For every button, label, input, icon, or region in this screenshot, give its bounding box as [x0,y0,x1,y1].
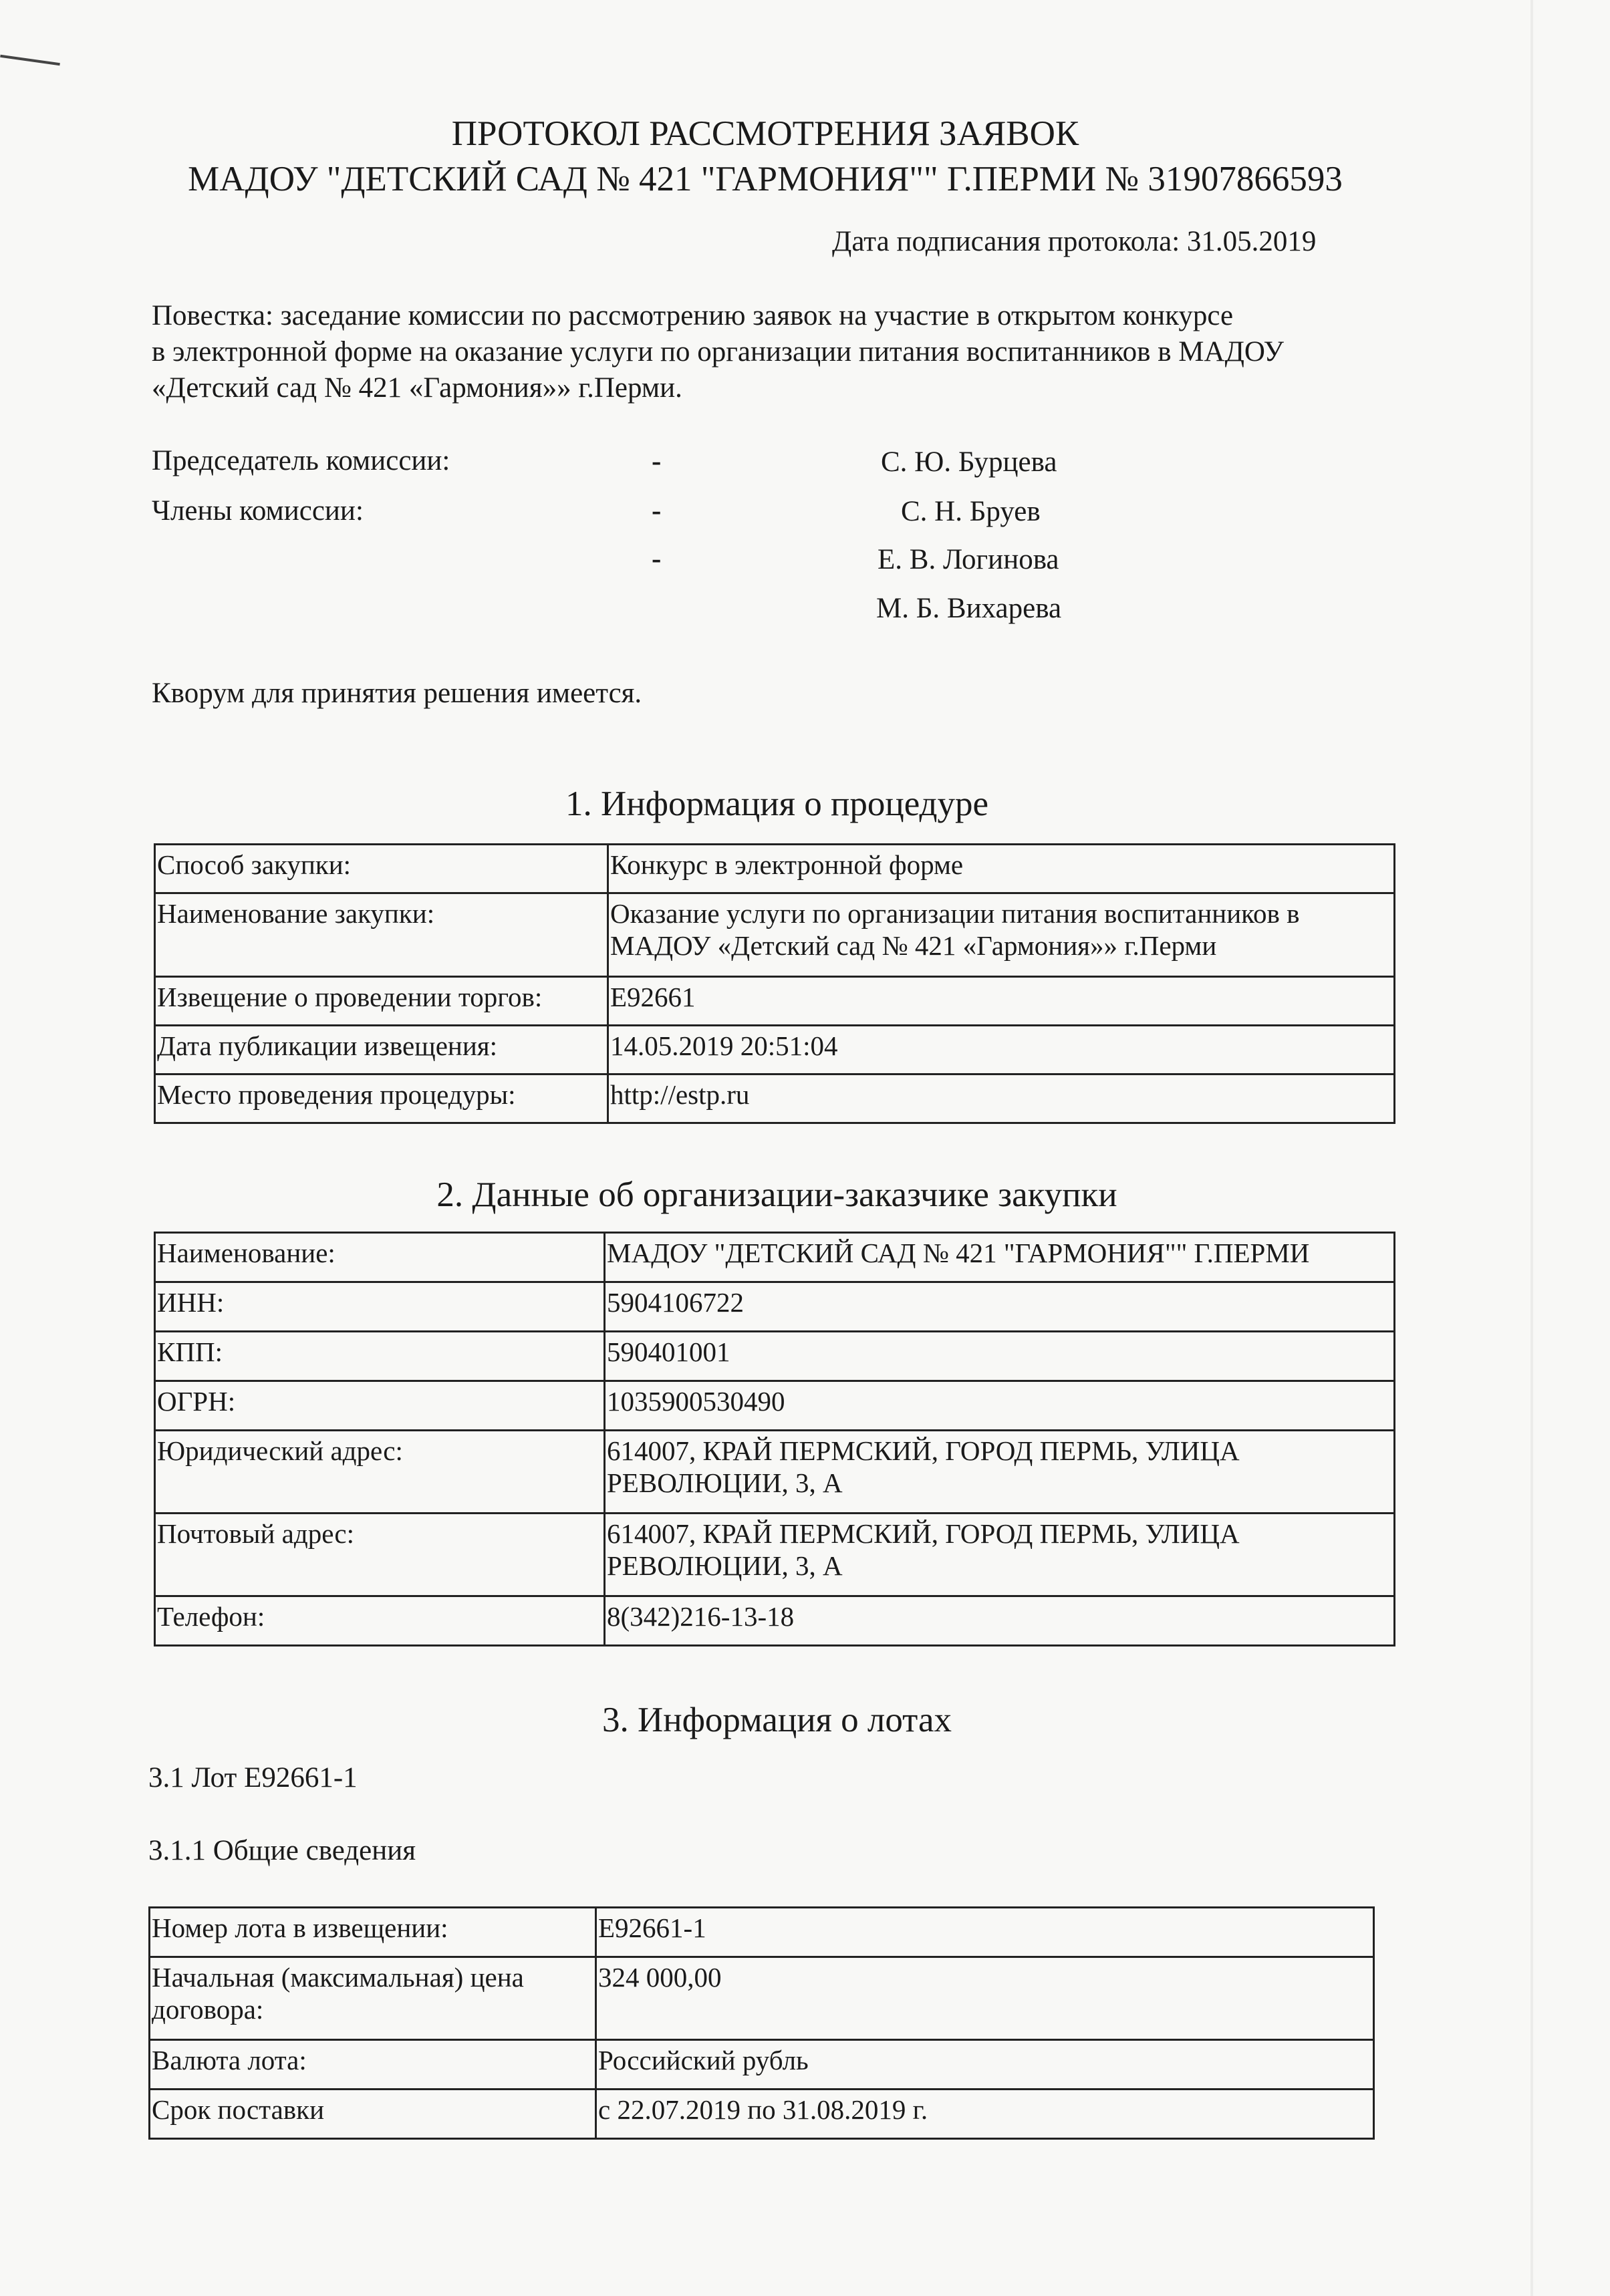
row-label: КПП: [155,1332,605,1381]
table-row [155,1514,1395,1596]
row-label: Номер лота в извещении: [150,1908,596,1957]
document-subtitle: МАДОУ "ДЕТСКИЙ САД № 421 "ГАРМОНИЯ"" Г.ПЕРМИ № 31907866593 [188,160,1343,198]
table-row [155,845,1395,893]
row-value: 1035900530490 [605,1381,1395,1431]
row-value: МАДОУ "ДЕТСКИЙ САД № 421 "ГАРМОНИЯ"" Г.ПЕРМИ [605,1233,1395,1282]
row-label: ОГРН: [155,1381,605,1431]
table-row [155,1074,1395,1123]
section-heading: 1. Информация о процедуре [565,784,989,823]
row-value: 8(342)216-13-18 [605,1596,1395,1646]
member-name: С. Н. Бруев [901,496,1041,527]
signing-date: Дата подписания протокола: 31.05.2019 [832,226,1317,257]
member-name: С. Ю. Бурцева [881,446,1057,478]
row-label: Почтовый адрес: [155,1514,605,1596]
members-label: Члены комиссии: [152,495,364,527]
member-name: М. Б. Вихарева [876,593,1062,624]
procedure-table [154,843,1395,1124]
row-label: Валюта лота: [150,2040,596,2090]
table-row [155,1332,1395,1381]
row-value: Российский рубль [596,2040,1374,2090]
table-row [150,1957,1374,2040]
row-label: Место проведения процедуры: [155,1074,608,1123]
scan-shadow [1530,0,1533,2296]
signature-dash: - [652,495,662,527]
row-value: 5904106722 [605,1282,1395,1332]
signature-dash: - [652,543,662,575]
row-value: 590401001 [605,1332,1395,1381]
row-label: Телефон: [155,1596,605,1646]
row-value: Е92661 [608,977,1395,1026]
table-row [155,1381,1395,1431]
row-value: 324 000,00 [596,1957,1374,2040]
lot-table [148,1906,1375,2140]
agenda-line: Повестка: заседание комиссии по рассмотрению заявок на участие в открытом конкурсе [152,300,1234,331]
lot-title: 3.1 Лот Е92661-1 [148,1762,358,1793]
row-value: с 22.07.2019 по 31.08.2019 г. [596,2090,1374,2139]
row-value: 614007, КРАЙ ПЕРМСКИЙ, ГОРОД ПЕРМЬ, УЛИЦА РЕВОЛЮЦИИ, 3, А [605,1431,1395,1514]
row-label: Начальная (максимальная) цена договора: [150,1957,596,2040]
table-row [150,1908,1374,1957]
row-label: Юридический адрес: [155,1431,605,1514]
row-value: http://estp.ru [608,1074,1395,1123]
row-label: Способ закупки: [155,845,608,893]
row-label: Дата публикации извещения: [155,1026,608,1074]
table-row [155,893,1395,977]
row-value: 614007, КРАЙ ПЕРМСКИЙ, ГОРОД ПЕРМЬ, УЛИЦА РЕВОЛЮЦИИ, 3, А [605,1514,1395,1596]
scan-mark [0,55,60,65]
table-row [155,1233,1395,1282]
row-value: Оказание услуги по организации питания воспитанников в МАДОУ «Детский сад № 421 «Гармония»» г.Перми [608,893,1395,977]
row-label: Наименование: [155,1233,605,1282]
table-row [155,1282,1395,1332]
chair-label: Председатель комиссии: [152,445,450,476]
document-title: ПРОТОКОЛ РАССМОТРЕНИЯ ЗАЯВОК [451,114,1079,153]
agenda-line: в электронной форме на оказание услуги по организации питания воспитанников в МАДОУ [152,336,1284,368]
section-heading: 3. Информация о лотах [601,1701,952,1739]
row-label: ИНН: [155,1282,605,1332]
customer-table [154,1232,1395,1646]
row-value: Е92661-1 [596,1908,1374,1957]
agenda-line: «Детский сад № 421 «Гармония»» г.Перми. [152,372,682,404]
row-label: Извещение о проведении торгов: [155,977,608,1026]
row-label: Наименование закупки: [155,893,608,977]
member-name: Е. В. Логинова [878,544,1059,575]
general-info-title: 3.1.1 Общие сведения [148,1835,416,1866]
table-row [150,2040,1374,2090]
table-row [155,1431,1395,1514]
row-value: Конкурс в электронной форме [608,845,1395,893]
table-row [155,1596,1395,1646]
signature-dash: - [652,446,662,477]
quorum-text: Кворум для принятия решения имеется. [152,678,642,709]
row-value: 14.05.2019 20:51:04 [608,1026,1395,1074]
table-row [155,1026,1395,1074]
table-row [150,2090,1374,2139]
section-heading: 2. Данные об организации-заказчике закупки [436,1175,1117,1214]
row-label: Срок поставки [150,2090,596,2139]
table-row [155,977,1395,1026]
